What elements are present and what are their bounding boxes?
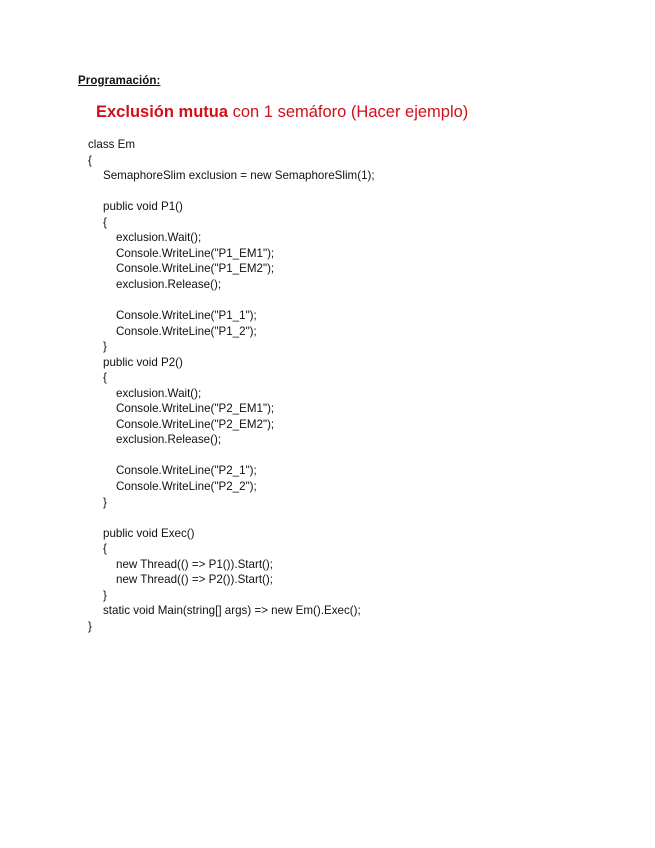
code-line: }: [103, 340, 107, 354]
code-line: Console.WriteLine("P1_EM1");: [116, 246, 275, 260]
title-bold: Exclusión mutua: [96, 103, 229, 121]
code-line: [88, 184, 375, 200]
code-line: {: [103, 542, 107, 556]
code-line: Console.WriteLine("P2_EM2");: [116, 417, 275, 431]
code-line: Console.WriteLine("P1_1");: [116, 309, 257, 323]
code-line: public void Exec(): [103, 526, 195, 540]
code-line: new Thread(() => P2()).Start();: [116, 573, 273, 587]
code-line: new Thread(() => P1()).Start();: [116, 557, 273, 571]
code-line: SemaphoreSlim exclusion = new SemaphoreSlim(1);: [103, 169, 375, 183]
code-line: [88, 448, 375, 464]
code-line: static void Main(string[] args) => new Em().Exec();: [103, 604, 361, 618]
code-line: }: [103, 588, 107, 602]
code-line: exclusion.Release();: [116, 433, 222, 447]
code-line: class Em: [88, 138, 136, 151]
code-line: Console.WriteLine("P2_1");: [116, 464, 257, 478]
code-line: [88, 292, 375, 308]
code-line: exclusion.Wait();: [116, 386, 202, 400]
code-line: {: [103, 371, 107, 385]
document-title: [96, 103, 468, 122]
code-line: Console.WriteLine("P1_2");: [116, 324, 257, 338]
code-line: Console.WriteLine("P2_EM1");: [116, 402, 275, 416]
code-line: {: [88, 153, 92, 167]
code-line: public void P2(): [103, 355, 183, 369]
code-block: [88, 137, 375, 635]
code-line: {: [103, 215, 107, 229]
code-line: Console.WriteLine("P2_2");: [116, 480, 257, 494]
code-line: }: [103, 495, 107, 509]
title-rest: con 1 semáforo (Hacer ejemplo): [228, 103, 469, 121]
code-line: [88, 510, 375, 526]
code-line: Console.WriteLine("P1_EM2");: [116, 262, 275, 276]
code-line: }: [88, 619, 92, 633]
code-line: public void P1(): [103, 200, 183, 214]
code-line: exclusion.Wait();: [116, 231, 202, 245]
code-line: exclusion.Release();: [116, 277, 222, 291]
section-heading: Programación:: [78, 75, 161, 87]
